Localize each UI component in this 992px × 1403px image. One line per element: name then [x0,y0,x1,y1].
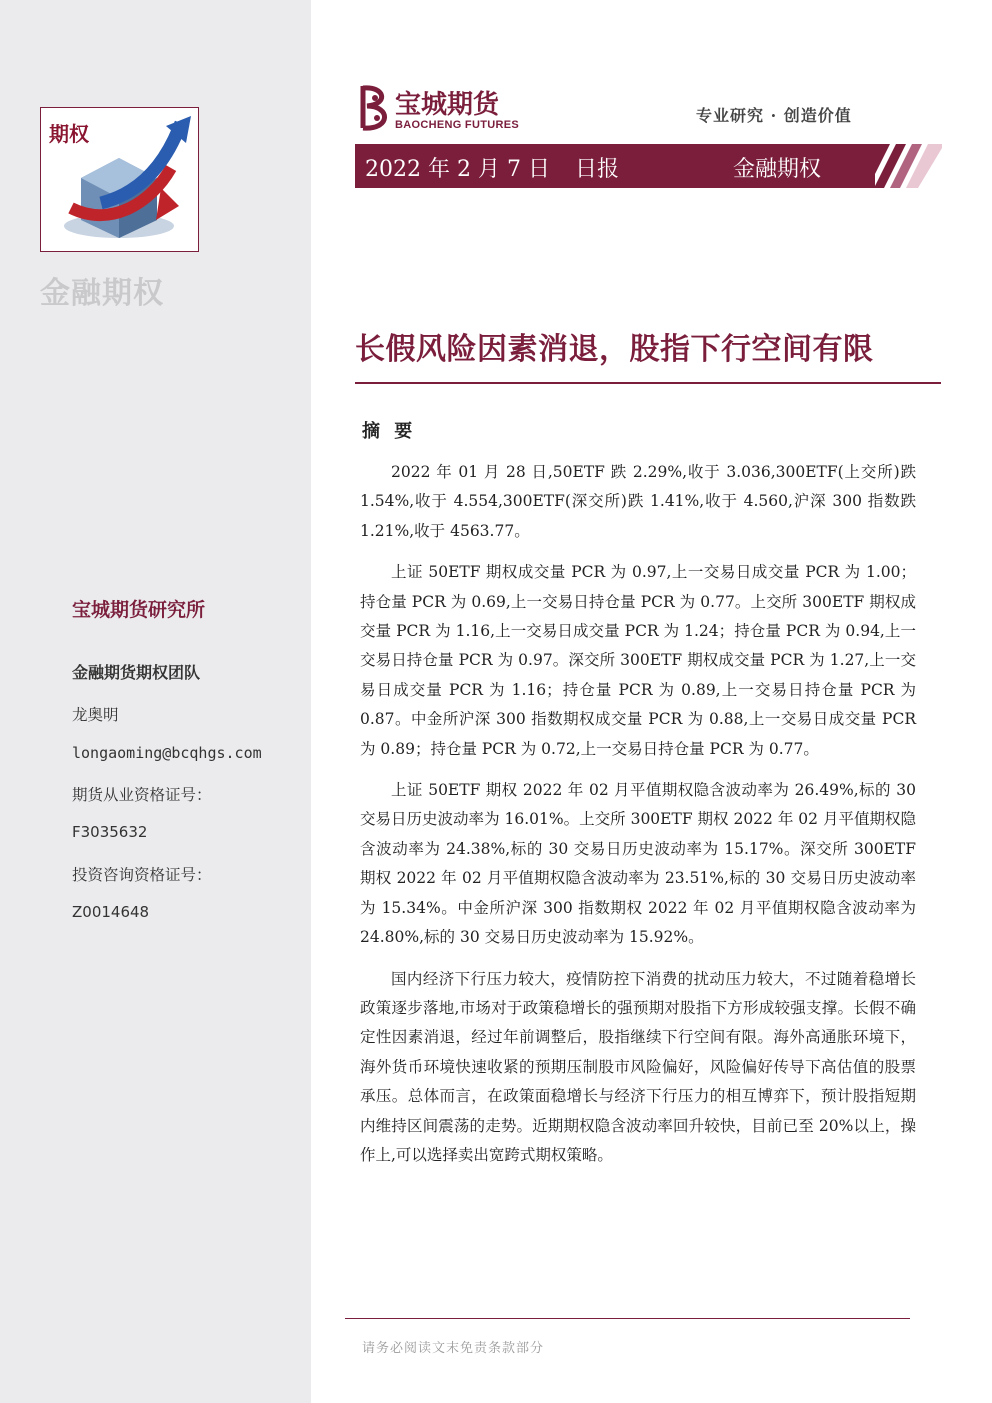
report-date: 2022 年 2 月 7 日 [365,157,550,182]
paragraph: 2022 年 01 月 28 日,50ETF 跌 2.29%,收于 3.036,300ETF(上交所)跌 1.54%,收于 4.554,300ETF(深交所)跌 1.41%,收于 4.560,沪深 300 指数跌 1.21%,收于 4563.77。 [360,463,916,540]
paragraph: 国内经济下行压力较大，疫情防控下消费的扰动压力较大，不过随着稳增长政策逐步落地,市场对于政策稳增长的强预期对股指下方形成较强支撑。长假不确定性因素消退，经过年前调整后，股指继续下行空间有限。海外高通胀环境下，海外货币环境快速收紧的预期压制股市风险偏好，风险偏好传导下高估值的股票承压。总体而言，在政策面稳增长与经济下行压力的相互博弈下，预计股指短期内维持区间震荡的走势。近期期权隐含波动率回升较快，目前已至 20%以上，操作上,可以选择卖出宽跨式期权策略。 [360,969,916,1164]
report-title: 长假风险因素消退，股指下行空间有限 [355,332,874,367]
advisory-label: 投资咨询资格证号： [72,866,212,884]
title-divider [355,382,941,384]
advisory-number: Z0014648 [72,903,150,921]
brand-name-cn: 宝城期货 [395,90,500,120]
report-category: 金融期权 [733,157,822,182]
brand-logo [355,82,519,136]
disclaimer-note: 请务必阅读文末免责条款部分 [362,1341,545,1356]
footer-divider [345,1318,910,1319]
abstract-heading: 摘 要 [362,421,417,442]
report-type: 日报 [575,157,620,182]
license-label: 期货从业资格证号： [72,786,212,804]
brand-logo-icon [355,82,391,132]
analyst-email[interactable]: longaoming@bcqhgs.com [72,744,262,762]
slogan: 专业研究 · 创造价值 [696,106,852,125]
cover-label: 期权 [49,122,89,146]
cover-image [40,107,199,252]
sidebar [0,0,311,1403]
paragraph: 上证 50ETF 期权成交量 PCR 为 0.97,上一交易日成交量 PCR 为 1.00；持仓量 PCR 为 0.69,上一交易日持仓量 PCR 为 0.77。上交所 300ETF 期权成交量 PCR 为 1.16,上一交易日成交量 PCR 为 1.24；持仓量 PCR 为 0.94,上一交易日持仓量 PCR 为 0.97。深交所 300ETF 期权成交量 PCR 为 1.27,上一交易日成交量 PCR 为 1.16；持仓量 PCR 为 0.89,上一交易日持仓量 PCR 为 0.87。中金所沪深 300 指数期权成交量 PCR 为 0.88,上一交易日成交量 PCR 为 0.89；持仓量 PCR 为 0.72,上一交易日持仓量 PCR 为 0.77。 [360,563,916,758]
institute-name: 宝城期货研究所 [72,599,206,621]
banner-stripes [860,144,942,188]
license-number: F3035632 [72,823,148,841]
team-name: 金融期货期权团队 [72,663,201,682]
paragraph: 上证 50ETF 期权 2022 年 02 月平值期权隐含波动率为 26.49%,标的 30 交易日历史波动率为 16.01%。上交所 300ETF 期权 2022 年 02 月平值期权隐含波动率为 24.38%,标的 30 交易日历史波动率为 15.17%。深交所 300ETF 期权 2022 年 02 月平值期权隐含波动率为 23.51%,标的 30 交易日历史波动率为 15.34%。中金所沪深 300 指数期权 2022 年 02 月平值期权隐含波动率为 24.80%,标的 30 交易日历史波动率为 15.92%。 [360,781,916,947]
category-title: 金融期权 [40,276,164,311]
analyst-name: 龙奥明 [72,706,119,724]
abstract-body [360,458,916,1182]
report-banner [355,144,875,188]
brand-name-en: BAOCHENG FUTURES [395,119,519,131]
